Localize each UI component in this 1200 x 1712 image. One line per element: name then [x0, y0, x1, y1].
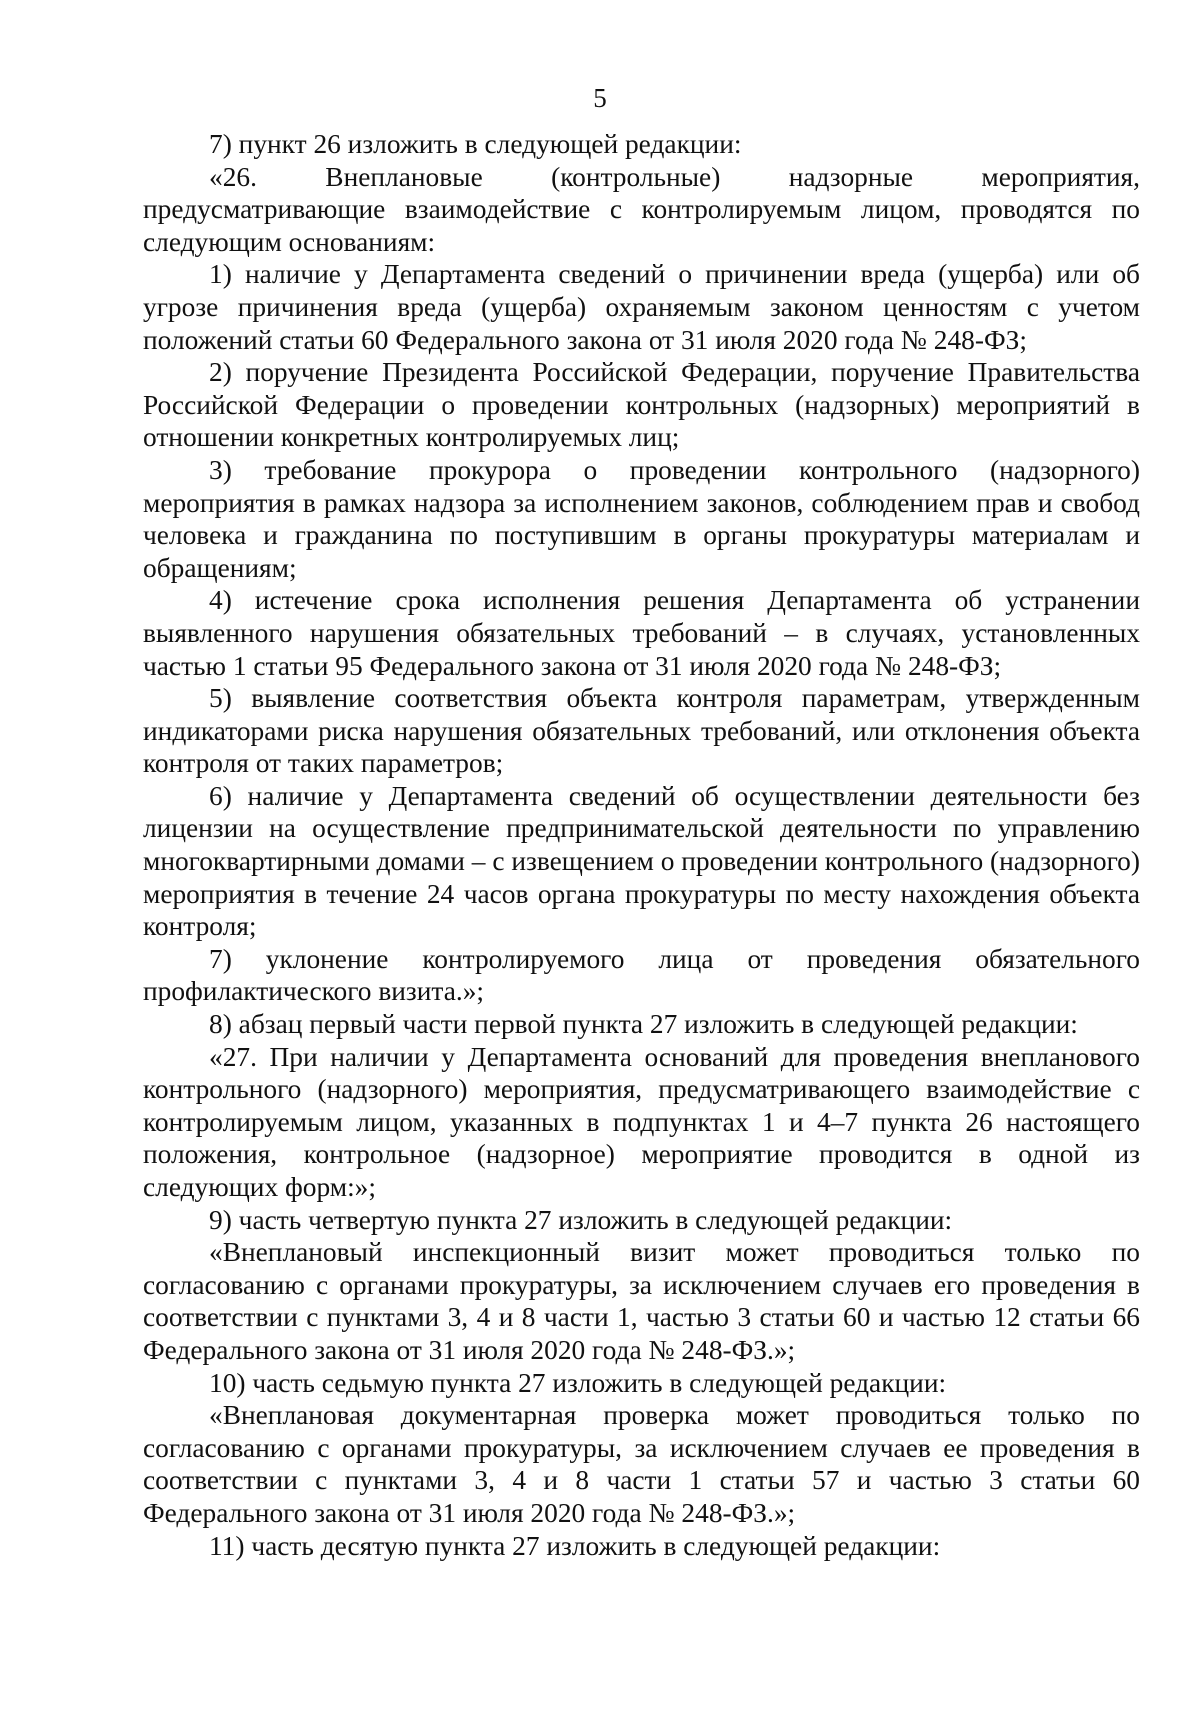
paragraph-item-26: «26. Внеплановые (контрольные) надзорные мероприятия, предусматривающие взаимодействие с контролируемым лицом, проводятся по следующим основаниям: — [143, 161, 1140, 257]
paragraph-amendment-8: 8) абзац первый части первой пункта 27 изложить в следующей редакции: — [209, 1009, 1078, 1040]
page-number: 5 — [593, 83, 607, 113]
paragraph-subitem-4: 4) истечение срока исполнения решения Департамента об устранении выявленного нарушения обязательных требований – в случаях, установленных частью 1 статьи 95 Федерального закона от 31 июля 2020 года № 248-ФЗ; — [143, 585, 1140, 681]
paragraph-subitem-7: 7) уклонение контролируемого лица от проведения обязательного профилактического визита.»; — [143, 943, 1140, 1007]
paragraph-subitem-2: 2) поручение Президента Российской Федерации, поручение Правительства Российской Федерации о проведении контрольных (надзорных) мероприятий в отношении конкретных контролируемых лиц; — [143, 357, 1140, 453]
paragraph-subitem-6: 6) наличие у Департамента сведений об осуществлении деятельности без лицензии на осуществление предпринимательской деятельности по управлению многоквартирными домами – с извещением о проведении контрольного (надзорного) мероприятия в течение 24 часов органа прокуратуры по месту нахождения объекта контроля; — [143, 780, 1140, 942]
paragraph-subitem-5: 5) выявление соответствия объекта контроля параметрам, утвержденным индикаторами риска нарушения обязательных требований, или отклонения объекта контроля от таких параметров; — [143, 683, 1140, 779]
paragraph-amendment-7: 7) пункт 26 изложить в следующей редакции: — [209, 129, 742, 159]
paragraph-documentary-check: «Внеплановая документарная проверка может проводиться только по согласованию с органами прокуратуры, за исключением случаев ее проведения в соответствии с пунктами 3, 4 и 8 части 1 статьи 57 и частью 3 статьи 60 Федерального закона от 31 июля 2020 года № 248-ФЗ.»; — [143, 1400, 1140, 1528]
paragraph-amendment-9: 9) часть четвертую пункта 27 изложить в следующей редакции: — [209, 1204, 953, 1235]
paragraph-amendment-10: 10) часть седьмую пункта 27 изложить в следующей редакции: — [209, 1367, 947, 1398]
paragraph-item-27: «27. При наличии у Департамента оснований для проведения внепланового контрольного (надзорного) мероприятия, предусматривающего взаимодействие с контролируемым лицом, указанных в подпунктах 1 и 4–7 пункта 26 настоящего положения, контрольное (надзорное) мероприятие проводится в одной из следующих форм:»; — [143, 1041, 1140, 1202]
paragraph-subitem-1: 1) наличие у Департамента сведений о причинении вреда (ущерба) или об угрозе причинения вреда (ущерба) охраняемым законом ценностям с учетом положений статьи 60 Федерального закона от 31 июля 2020 года № 248-ФЗ; — [143, 259, 1140, 355]
paragraph-inspection-visit: «Внеплановый инспекционный визит может проводиться только по согласованию с органами прокуратуры, за исключением случаев его проведения в соответствии с пунктами 3, 4 и 8 части 1, частью 3 статьи 60 и частью 12 статьи 66 Федерального закона от 31 июля 2020 года № 248-ФЗ.»; — [143, 1237, 1140, 1365]
paragraph-subitem-3: 3) требование прокурора о проведении контрольного (надзорного) мероприятия в рамках надзора за исполнением законов, соблюдением прав и свобод человека и гражданина по поступившим в органы прокуратуры материалам и обращениям; — [143, 454, 1140, 583]
document-body — [143, 128, 1140, 1562]
paragraph-amendment-11: 11) часть десятую пункта 27 изложить в следующей редакции: — [209, 1530, 941, 1561]
